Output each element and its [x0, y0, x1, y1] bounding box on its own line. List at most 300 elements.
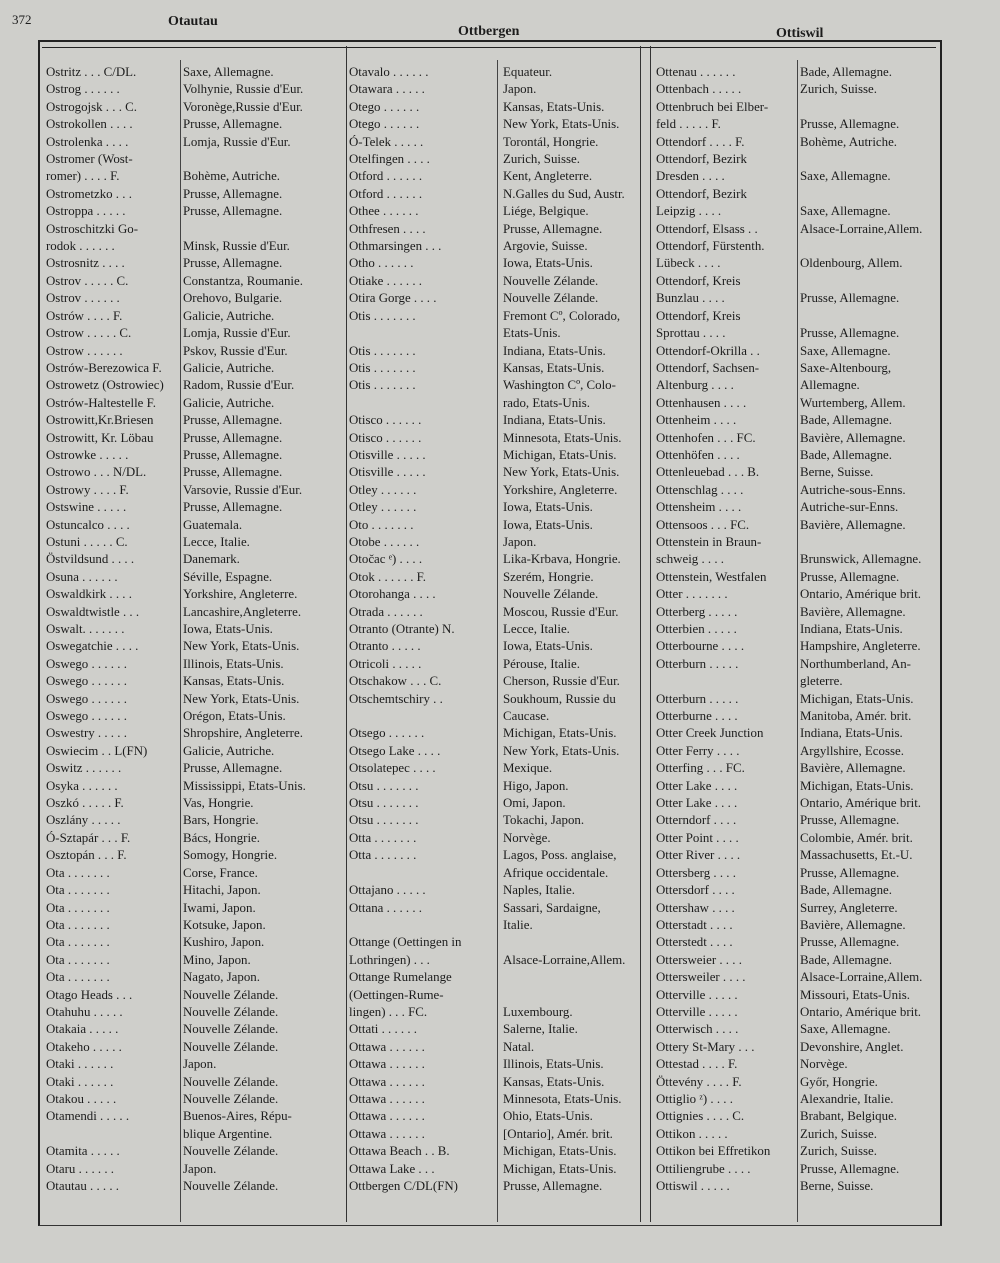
entry-place-name: Ottawa . . . . . . — [349, 1039, 425, 1054]
entry-location: Berne, Suisse. — [800, 465, 874, 480]
entry-place-name — [46, 1126, 180, 1143]
entry-place-name: Ottbergen C/DL(FN) — [349, 1179, 458, 1193]
entry-place-name: Ottersweier . . . . — [656, 952, 742, 967]
entry-place-name: Otterburn . . . . . — [656, 656, 739, 671]
entry-row — [349, 725, 637, 742]
entry-place-name: Otterstadt . . . . — [656, 917, 733, 932]
entry-place-name: Ottenhausen . . . . — [656, 395, 747, 410]
entry-location: Bavière, Allemagne. — [800, 761, 906, 776]
entry-row — [349, 743, 637, 760]
entry-place-name: Oswaldtwistle . . . — [46, 604, 140, 619]
entry-location: [Ontario], Amér. brit. — [503, 1126, 613, 1141]
entry-row — [349, 134, 637, 151]
entry-place-name: Otter Point . . . . — [656, 830, 739, 845]
header-right-word: Ottiswil — [776, 26, 824, 41]
entry-row — [46, 116, 342, 133]
entry-place-name: Otho . . . . . . — [349, 256, 414, 271]
entry-place-name: Oswego . . . . . . — [46, 709, 127, 724]
entry-location: Nouvelle Zélande. — [183, 1091, 279, 1106]
entry-location: Prusse, Allemagne. — [183, 761, 283, 776]
entry-location: Massachusetts, Et.-U. — [800, 848, 913, 863]
entry-place-name: Ostrów . . . . F. — [46, 308, 123, 323]
entry-row — [656, 134, 940, 151]
entry-place-name: Ota . . . . . . . — [46, 970, 110, 985]
entry-place-name: Ó-Telek . . . . . — [349, 134, 424, 149]
entry-location: New York, Etats-Unis. — [503, 465, 620, 480]
entry-location: Saxe, Allemagne. — [800, 1022, 891, 1037]
entry-location: Mississippi, Etats-Unis. — [183, 778, 306, 793]
entry-location: Norvège. — [503, 830, 551, 845]
entry-place-name: Otford . . . . . . — [349, 186, 423, 201]
entry-row — [656, 64, 940, 81]
entry-row — [46, 377, 342, 394]
entry-place-name: Ostroschitzki Go- — [46, 221, 139, 236]
entry-location: Brabant, Belgique. — [800, 1109, 898, 1124]
entry-row — [46, 1161, 342, 1178]
top-rule — [42, 44, 936, 48]
entry-place-name: Otaki . . . . . . — [46, 1057, 114, 1072]
entry-location: Orégon, Etats-Unis. — [183, 709, 286, 724]
entry-location: Japon. — [503, 534, 537, 549]
entry-location: Devonshire, Anglet. — [800, 1039, 904, 1054]
column-middle — [349, 64, 637, 1195]
entry-row — [656, 517, 940, 534]
entry-row — [349, 430, 637, 447]
entry-place-name — [349, 708, 500, 725]
entry-row — [349, 987, 637, 1004]
entry-location: Yorkshire, Angleterre. — [183, 587, 298, 602]
entry-location: Alsace-Lorraine,Allem. — [800, 221, 923, 236]
entry-row — [656, 151, 940, 168]
entry-place-name: Ottendorf, Kreis — [656, 273, 741, 288]
entry-place-name: Otobe . . . . . . — [349, 534, 420, 549]
entry-place-name: Ostritz . . . C/DL. — [46, 65, 137, 79]
entry-location: Alsace-Lorraine,Allem. — [503, 952, 626, 967]
entry-location: Győr, Hongrie. — [800, 1074, 878, 1089]
entry-location: Radom, Russie d'Eur. — [183, 378, 295, 393]
entry-row — [46, 360, 342, 377]
entry-row — [46, 586, 342, 603]
entry-row — [46, 1004, 342, 1021]
entry-location: Missouri, Etats-Unis. — [800, 987, 910, 1002]
entry-place-name: Ota . . . . . . . — [46, 935, 110, 950]
entry-row — [349, 203, 637, 220]
entry-location: Prusse, Allemagne. — [183, 447, 283, 462]
entry-location: Somogy, Hongrie. — [183, 848, 278, 863]
entry-location: Afrique occidentale. — [503, 865, 609, 880]
entry-place-name: Otis . . . . . . . — [349, 308, 416, 323]
entry-place-name: Otsu . . . . . . . — [349, 778, 419, 793]
entry-row — [46, 151, 342, 168]
entry-location — [500, 969, 503, 986]
entry-row — [349, 621, 637, 638]
entry-row — [349, 64, 637, 81]
entry-row — [656, 638, 940, 655]
entry-row — [46, 534, 342, 551]
entry-row — [46, 551, 342, 568]
entry-location: Etats-Unis. — [503, 326, 561, 341]
entry-location: Pskov, Russie d'Eur. — [183, 343, 288, 358]
entry-place-name: Ottenstein in Braun- — [656, 534, 762, 549]
entry-place-name: Ottiglio ᶻ) . . . . — [656, 1091, 733, 1106]
entry-location: Kotsuke, Japon. — [183, 917, 266, 932]
entry-place-name: Otford . . . . . . — [349, 169, 423, 184]
entry-location — [180, 221, 183, 238]
entry-location: Wurtemberg, Allem. — [800, 395, 906, 410]
entry-location: Lancashire,Angleterre. — [183, 604, 302, 619]
entry-row — [46, 64, 342, 81]
entry-location: Michigan, Etats-Unis. — [503, 726, 617, 741]
entry-place-name: Osuna . . . . . . — [46, 569, 118, 584]
entry-location: Michigan, Etats-Unis. — [503, 1161, 617, 1176]
entry-row — [656, 1143, 940, 1160]
entry-location: Shropshire, Angleterre. — [183, 726, 303, 741]
entry-place-name: Ostroppa . . . . . — [46, 204, 126, 219]
entry-place-name: Oswiecim . . L(FN) — [46, 743, 148, 758]
entry-location — [180, 151, 183, 168]
entry-row — [349, 81, 637, 98]
entry-place-name: Ottikon bei Effretikon — [656, 1144, 771, 1159]
entry-location: Iowa, Etats-Unis. — [503, 639, 593, 654]
entry-place-name: Ostrolenka . . . . — [46, 134, 129, 149]
entry-row — [46, 656, 342, 673]
entry-place-name: Oswego . . . . . . — [46, 656, 127, 671]
entry-place-name: Otterfing . . . FC. — [656, 761, 745, 776]
column-left — [46, 64, 342, 1195]
entry-location: Lagos, Poss. anglaise, — [503, 848, 617, 863]
entry-location: Saxe, Allemagne. — [800, 169, 891, 184]
entry-location: Ontario, Amérique brit. — [800, 1004, 922, 1019]
entry-row — [656, 1039, 940, 1056]
entry-place-name: Ottenschlag . . . . — [656, 482, 744, 497]
entry-row — [656, 778, 940, 795]
entry-location: Hampshire, Angleterre. — [800, 639, 921, 654]
entry-place-name: Ostrów-Berezowica F. — [46, 360, 162, 375]
entry-place-name: Ottersweiler . . . . — [656, 970, 746, 985]
entry-row — [46, 238, 342, 255]
entry-place-name: Ostrów-Haltestelle F. — [46, 395, 156, 410]
entry-row — [349, 900, 637, 917]
entry-location: Ontario, Amérique brit. — [800, 796, 922, 811]
entry-row — [46, 1108, 342, 1125]
entry-location: Liége, Belgique. — [503, 204, 589, 219]
entry-place-name: Oswalt. . . . . . . — [46, 622, 125, 636]
entry-row — [349, 882, 637, 899]
entry-row — [349, 360, 637, 377]
entry-row — [656, 360, 940, 377]
entry-location: N.Galles du Sud, Austr. — [503, 186, 625, 201]
entry-place-name: Ottawa . . . . . . — [349, 1074, 425, 1089]
entry-place-name: Ota . . . . . . . — [46, 917, 110, 932]
entry-location: New York, Etats-Unis. — [503, 117, 620, 132]
entry-row — [349, 830, 637, 847]
entry-row — [656, 99, 940, 116]
entry-location: rado, Etats-Unis. — [503, 395, 590, 410]
entry-place-name: Ostrowo . . . N/DL. — [46, 465, 147, 480]
entry-location: Sassari, Sardaigne, — [503, 900, 601, 915]
entry-row — [656, 1021, 940, 1038]
entry-row — [349, 760, 637, 777]
entry-row — [349, 308, 637, 325]
entry-location: Prusse, Allemagne. — [800, 865, 900, 880]
entry-location: Prusse, Allemagne. — [183, 430, 283, 445]
entry-row — [349, 1039, 637, 1056]
entry-place-name: Otis . . . . . . . — [349, 360, 416, 375]
entry-place-name: Ottiliengrube . . . . — [656, 1161, 751, 1176]
entry-place-name: Otisville . . . . . — [349, 447, 426, 462]
entry-place-name: Ottawa Lake . . . — [349, 1161, 435, 1176]
header-center-word: Ottbergen — [458, 24, 520, 39]
entry-row — [349, 865, 637, 882]
entry-location: Prusse, Allemagne. — [800, 326, 900, 341]
entry-place-name: Otterberg . . . . . — [656, 604, 738, 619]
entry-place-name: Otterville . . . . . — [656, 987, 738, 1002]
entry-place-name: romer) . . . . F. — [46, 169, 120, 184]
entry-place-name: Ota . . . . . . . — [46, 900, 110, 915]
entry-location: Northumberland, An- — [800, 656, 911, 671]
entry-place-name: lingen) . . . FC. — [349, 1004, 428, 1019]
entry-place-name: Otta . . . . . . . — [349, 830, 417, 845]
entry-location: Prusse, Allemagne. — [800, 569, 900, 584]
entry-location: Kushiro, Japon. — [183, 935, 265, 950]
entry-row — [46, 621, 342, 638]
entry-row — [656, 987, 940, 1004]
entry-location: Lecce, Italie. — [183, 534, 250, 549]
entry-row — [349, 499, 637, 516]
entry-place-name: Oswaldkirk . . . . — [46, 587, 132, 602]
entry-place-name: Ottendorf . . . . F. — [656, 134, 745, 149]
entry-place-name: Othee . . . . . . — [349, 204, 419, 219]
entry-location: Lika-Krbava, Hongrie. — [503, 552, 621, 567]
entry-place-name: Otis . . . . . . . — [349, 343, 416, 358]
entry-row — [46, 81, 342, 98]
entry-place-name: Ottange (Oettingen in — [349, 935, 462, 950]
entry-row — [349, 517, 637, 534]
entry-row — [349, 186, 637, 203]
entry-row — [46, 290, 342, 307]
entry-place-name: Otsolatepec . . . . — [349, 761, 436, 776]
entry-place-name: Ota . . . . . . . — [46, 865, 110, 880]
entry-place-name: Ostswine . . . . . — [46, 500, 127, 515]
entry-row — [46, 708, 342, 725]
entry-location: Bács, Hongrie. — [183, 830, 260, 845]
entry-location — [500, 934, 503, 951]
entry-place-name: Ottenstein, Westfalen — [656, 569, 767, 584]
entry-place-name: Otakeho . . . . . — [46, 1039, 122, 1054]
entry-row — [349, 1108, 637, 1125]
entry-row — [349, 273, 637, 290]
entry-row — [349, 917, 637, 934]
entry-place-name: Ottensheim . . . . — [656, 500, 742, 515]
entry-location: Nagato, Japon. — [183, 970, 260, 985]
entry-row — [349, 1004, 637, 1021]
entry-place-name: Ottawa . . . . . . — [349, 1057, 425, 1072]
entry-place-name: Osyka . . . . . . — [46, 778, 118, 793]
entry-location: Zurich, Suisse. — [800, 1144, 877, 1159]
entry-location: Nouvelle Zélande. — [503, 587, 599, 602]
entry-location: Nouvelle Zélande. — [183, 1144, 279, 1159]
entry-row — [46, 325, 342, 342]
entry-place-name: Oszkó . . . . . F. — [46, 796, 124, 811]
entry-row — [349, 1091, 637, 1108]
entry-place-name: Otley . . . . . . — [349, 482, 417, 497]
entry-location: Oldenbourg, Allem. — [800, 256, 903, 271]
entry-row — [349, 812, 637, 829]
entry-location: Saxe, Allemagne. — [183, 65, 274, 79]
entry-location: Nouvelle Zélande. — [183, 1004, 279, 1019]
entry-place-name — [349, 865, 500, 882]
entry-place-name: Otranto (Otrante) N. — [349, 622, 455, 636]
entry-location: Indiana, Etats-Unis. — [503, 413, 606, 428]
column-divider — [650, 46, 651, 1222]
entry-row — [656, 882, 940, 899]
entry-location: Nouvelle Zélande. — [503, 273, 599, 288]
entry-row — [656, 812, 940, 829]
entry-row — [656, 116, 940, 133]
entry-place-name: Ottati . . . . . . — [349, 1022, 418, 1037]
entry-place-name: Ottenau . . . . . . — [656, 65, 736, 79]
entry-place-name: Oswestry . . . . . — [46, 726, 127, 741]
entry-row — [349, 1143, 637, 1160]
entry-place-name: (Oettingen-Rume- — [349, 987, 444, 1002]
entry-row — [656, 81, 940, 98]
entry-row — [46, 760, 342, 777]
entry-place-name: Otterbourne . . . . — [656, 639, 745, 654]
entry-row — [349, 290, 637, 307]
entry-row — [656, 238, 940, 255]
entry-location: Bade, Allemagne. — [800, 65, 892, 79]
entry-location: Alexandrie, Italie. — [800, 1091, 894, 1106]
entry-place-name: Otter Lake . . . . — [656, 778, 738, 793]
entry-row — [656, 1126, 940, 1143]
entry-row — [656, 604, 940, 621]
entry-row — [46, 604, 342, 621]
entry-place-name: Otterville . . . . . — [656, 1004, 738, 1019]
entry-row — [349, 325, 637, 342]
entry-place-name: Otaki . . . . . . — [46, 1074, 114, 1089]
entry-place-name: Oto . . . . . . . — [349, 517, 414, 532]
entry-location: Nouvelle Zélande. — [183, 987, 279, 1002]
entry-location: Prusse, Allemagne. — [800, 813, 900, 828]
entry-row — [46, 778, 342, 795]
entry-place-name: Ottendorf, Fürstenth. — [656, 239, 765, 254]
entry-location: Naples, Italie. — [503, 883, 575, 898]
entry-row — [656, 534, 940, 551]
entry-location: Kent, Angleterre. — [503, 169, 593, 184]
entry-row — [656, 569, 940, 586]
entry-place-name: Otego . . . . . . — [349, 117, 420, 132]
entry-place-name: Ottery St-Mary . . . — [656, 1039, 755, 1054]
entry-row — [46, 691, 342, 708]
entry-location: Soukhoum, Russie du — [503, 691, 616, 706]
entry-place-name: Oszlány . . . . . — [46, 813, 121, 828]
entry-place-name: Otricoli . . . . . — [349, 656, 422, 671]
entry-row — [656, 708, 940, 725]
entry-row — [46, 934, 342, 951]
entry-location: Saxe, Allemagne. — [800, 343, 891, 358]
entry-row — [656, 621, 940, 638]
entry-location: Volhynie, Russie d'Eur. — [183, 82, 304, 97]
entry-row — [46, 464, 342, 481]
entry-location — [797, 186, 800, 203]
entry-location: Nouvelle Zélande. — [503, 291, 599, 306]
entry-row — [656, 203, 940, 220]
entry-row — [46, 1143, 342, 1160]
entry-row — [46, 1126, 342, 1143]
entry-place-name: Ottendorf, Kreis — [656, 308, 741, 323]
entry-location: Zurich, Suisse. — [800, 1126, 877, 1141]
entry-location: Zurich, Suisse. — [800, 82, 877, 97]
entry-row — [656, 830, 940, 847]
entry-row — [656, 795, 940, 812]
entry-place-name: Altenburg . . . . — [656, 378, 734, 393]
entry-place-name: Othfresen . . . . — [349, 221, 426, 236]
entry-location: Minnesota, Etats-Unis. — [503, 430, 622, 445]
entry-row — [656, 934, 940, 951]
entry-place-name: Ottenleuebad . . . B. — [656, 465, 760, 480]
entry-place-name: Ottendorf, Elsass . . — [656, 221, 758, 236]
entry-location: Argyllshire, Ecosse. — [800, 743, 904, 758]
entry-location: Michigan, Etats-Unis. — [503, 447, 617, 462]
entry-location: New York, Etats-Unis. — [183, 691, 300, 706]
column-divider — [640, 46, 641, 1222]
entry-location: Galicie, Autriche. — [183, 360, 275, 375]
entry-place-name: Bunzlau . . . . — [656, 291, 725, 306]
entry-place-name: Oswego . . . . . . — [46, 691, 127, 706]
entry-location: Equateur. — [503, 65, 553, 79]
entry-place-name: Otautau . . . . . — [46, 1179, 120, 1193]
entry-location: Galicie, Autriche. — [183, 308, 275, 323]
entry-row — [656, 1178, 940, 1195]
entry-location: Tokachi, Japon. — [503, 813, 585, 828]
entry-place-name: Ottersberg . . . . — [656, 865, 736, 880]
entry-place-name: Otira Gorge . . . . — [349, 291, 437, 306]
entry-row — [656, 1004, 940, 1021]
entry-place-name: Ostrosnitz . . . . — [46, 256, 125, 271]
entry-location: Indiana, Etats-Unis. — [503, 343, 606, 358]
entry-location: Argovie, Suisse. — [503, 239, 588, 254]
entry-location: Iowa, Etats-Unis. — [503, 517, 593, 532]
entry-place-name: Ottawa Beach . . B. — [349, 1144, 450, 1159]
entry-place-name: Ottestad . . . . F. — [656, 1057, 738, 1072]
entry-location: Prusse, Allemagne. — [800, 117, 900, 132]
entry-row — [46, 186, 342, 203]
entry-row — [46, 203, 342, 220]
entry-place-name: Ostrowke . . . . . — [46, 447, 129, 462]
entry-location: Bars, Hongrie. — [183, 813, 259, 828]
entry-row — [656, 865, 940, 882]
entry-row — [656, 168, 940, 185]
entry-row — [349, 1126, 637, 1143]
entry-location: Galicie, Autriche. — [183, 395, 275, 410]
entry-location: Mexique. — [503, 761, 553, 776]
entry-row — [349, 464, 637, 481]
entry-location — [797, 99, 800, 116]
entry-row — [349, 377, 637, 394]
entry-place-name: Östvildsund . . . . — [46, 552, 135, 567]
entry-row — [46, 1091, 342, 1108]
entry-place-name: Otter Creek Junction — [656, 726, 764, 741]
entry-place-name: Otakou . . . . . — [46, 1091, 117, 1106]
entry-location: Prusse, Allemagne. — [183, 256, 283, 271]
entry-row — [349, 952, 637, 969]
entry-place-name: Sprottau . . . . — [656, 326, 726, 341]
entry-place-name: Ottendorf-Okrilla . . — [656, 343, 760, 358]
entry-location: Vas, Hongrie. — [183, 796, 254, 811]
entry-row — [46, 795, 342, 812]
entry-place-name: Otawara . . . . . — [349, 82, 425, 97]
entry-row — [656, 1074, 940, 1091]
